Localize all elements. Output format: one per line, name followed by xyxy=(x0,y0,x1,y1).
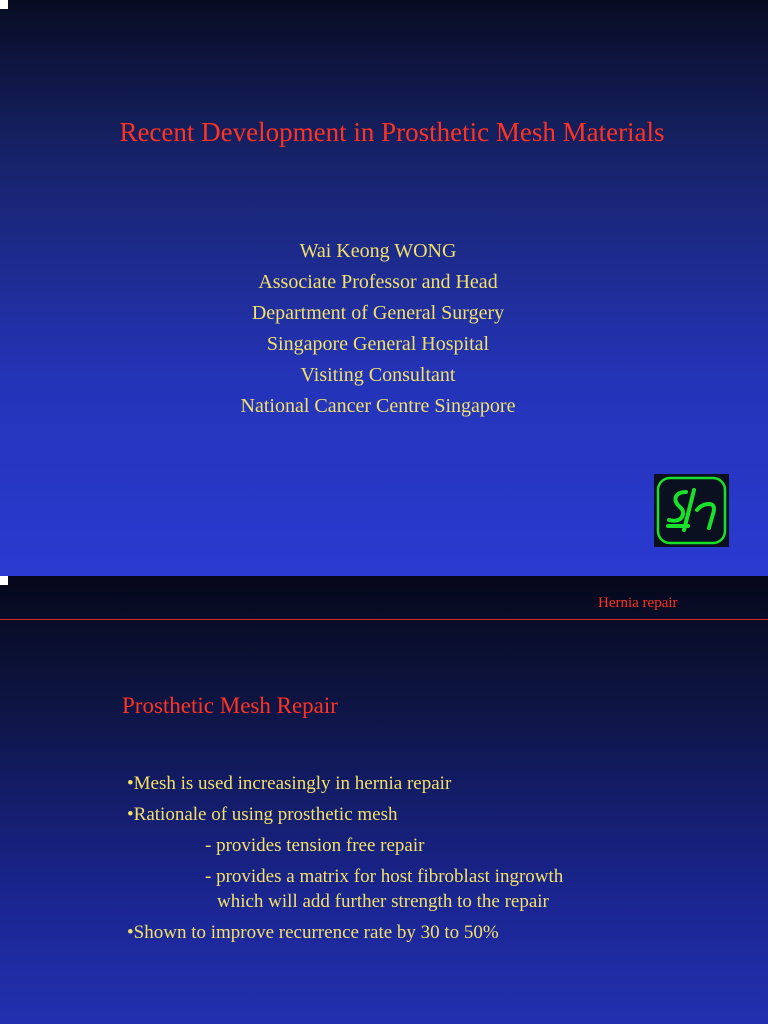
slide-title-heading: Recent Development in Prosthetic Mesh Materials xyxy=(119,117,665,147)
author-institution: National Cancer Centre Singapore xyxy=(240,395,516,417)
sub-bullet-item: - provides tension free repair xyxy=(205,835,425,856)
author-department: Department of General Surgery xyxy=(251,302,505,324)
slide-subtitle: Prosthetic Mesh Repair xyxy=(122,693,338,718)
author-info xyxy=(0,236,756,422)
bullet-item: •Shown to improve recurrence rate by 30 to 50% xyxy=(127,922,499,943)
bullet-item: •Mesh is used increasingly in hernia repair xyxy=(127,773,452,794)
author-position: Associate Professor and Head xyxy=(258,271,498,293)
slide-marker xyxy=(0,0,8,9)
slide-content xyxy=(0,576,768,1024)
author-hospital: Singapore General Hospital xyxy=(266,333,490,355)
slide-header-label: Hernia repair xyxy=(598,595,678,611)
slide-marker xyxy=(0,576,8,585)
sgh-logo-icon xyxy=(654,474,729,547)
author-role: Visiting Consultant xyxy=(300,364,456,386)
header-divider xyxy=(0,619,768,620)
sub-bullet-item: - provides a matrix for host fibroblast ingrowth xyxy=(205,866,564,887)
sub-bullet-continuation: which will add further strength to the repair xyxy=(217,891,549,912)
bullet-item: •Rationale of using prosthetic mesh xyxy=(127,804,398,825)
author-name: Wai Keong WONG xyxy=(299,240,457,262)
